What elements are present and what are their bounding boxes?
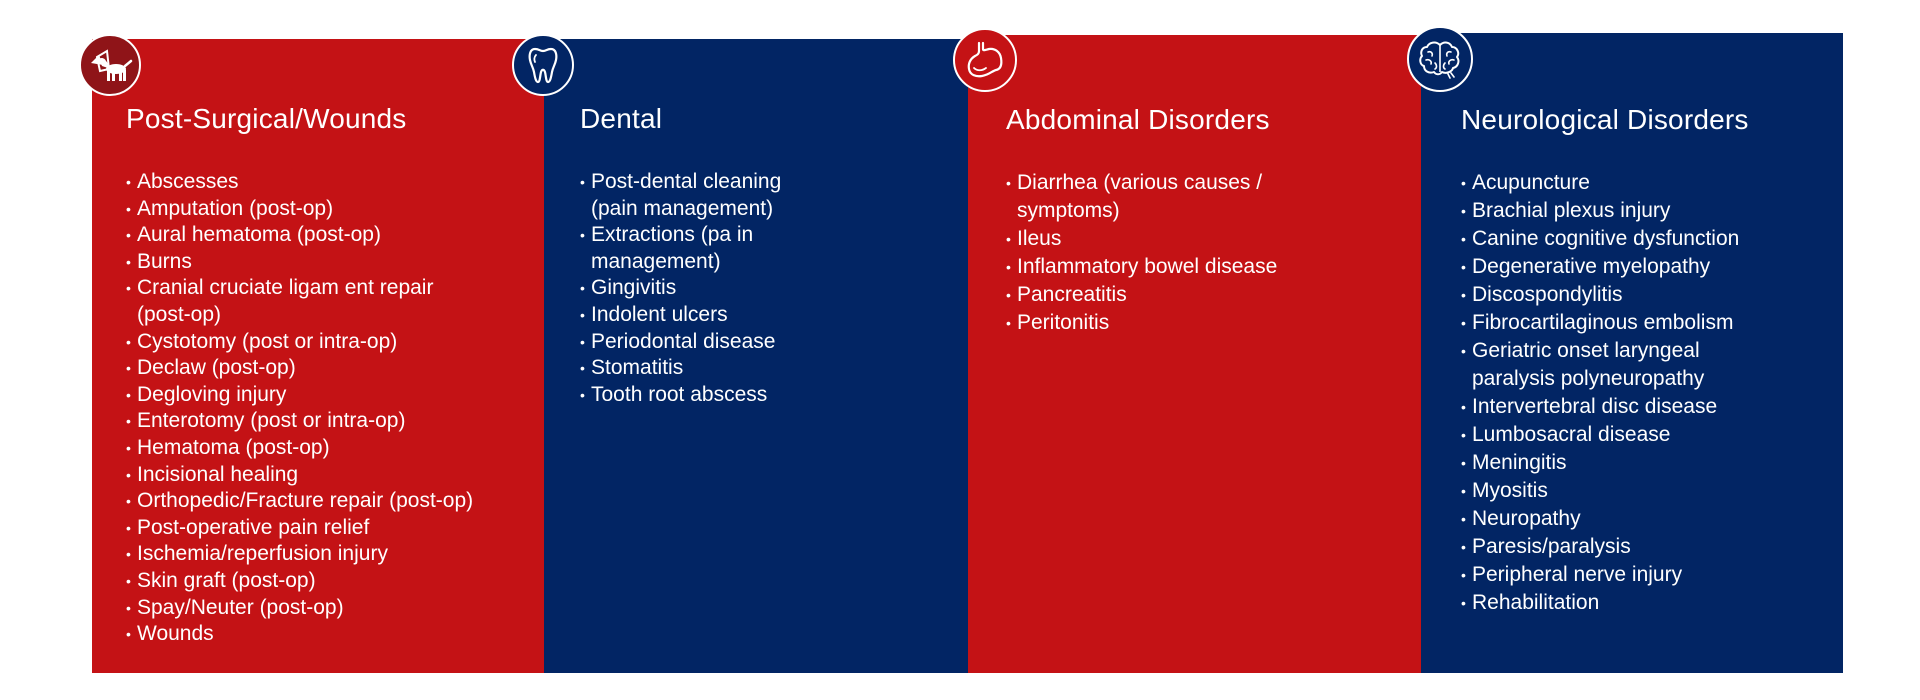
condition-list (580, 169, 860, 408)
panel-neurological-disorders (1421, 33, 1843, 673)
panel-post-surgical-wounds (92, 39, 544, 673)
condition-list (1461, 169, 1831, 617)
condition-list (1006, 169, 1406, 337)
list-item: • Hematoma (post-op) (126, 435, 526, 462)
list-item: • Diarrhea (various causes / symptoms) (1006, 169, 1317, 225)
list-item: • Tooth root abscess (580, 382, 860, 409)
list-item: • Myositis (1461, 477, 1831, 505)
list-item: • Burns (126, 249, 526, 276)
list-item: • Aural hematoma (post-op) (126, 222, 526, 249)
list-item: • Discospondylitis (1461, 281, 1831, 309)
list-item: • Brachial plexus injury (1461, 197, 1831, 225)
list-item: • Incisional healing (126, 462, 526, 489)
list-item: • Neuropathy (1461, 505, 1831, 533)
list-item: • Intervertebral disc disease (1461, 393, 1831, 421)
panel-title: Abdominal Disorders (1006, 104, 1270, 135)
brain-icon (1407, 26, 1473, 92)
list-item: • Degenerative myelopathy (1461, 253, 1831, 281)
list-item: • Spay/Neuter (post-op) (126, 595, 526, 622)
list-item: • Post-operative pain relief (126, 515, 526, 542)
list-item: • Fibrocartilaginous embolism (1461, 309, 1831, 337)
list-item: • Rehabilitation (1461, 589, 1831, 617)
list-item: • Declaw (post-op) (126, 355, 526, 382)
list-item: • Cranial cruciate ligam ent repair (post-op) (126, 275, 437, 328)
list-item: • Canine cognitive dysfunction (1461, 225, 1831, 253)
list-item: • Skin graft (post-op) (126, 568, 526, 595)
dog-cone-icon (79, 34, 141, 96)
list-item: • Lumbosacral disease (1461, 421, 1831, 449)
list-item: • Meningitis (1461, 449, 1831, 477)
condition-list (126, 169, 526, 648)
list-item: • Periodontal disease (580, 329, 860, 356)
list-item: • Degloving injury (126, 382, 526, 409)
panel-title: Dental (580, 103, 663, 134)
list-item: • Stomatitis (580, 355, 860, 382)
list-item: • Ischemia/reperfusion injury (126, 541, 526, 568)
list-item: • Amputation (post-op) (126, 196, 526, 223)
list-item: • Abscesses (126, 169, 526, 196)
list-item: • Geriatric onset laryngeal paralysis polyneuropathy (1461, 337, 1762, 393)
list-item: • Post-dental cleaning (pain management) (580, 169, 831, 222)
list-item: • Paresis/paralysis (1461, 533, 1831, 561)
list-item: • Inflammatory bowel disease (1006, 253, 1406, 281)
stomach-icon (953, 28, 1017, 92)
list-item: • Wounds (126, 621, 526, 648)
list-item: • Acupuncture (1461, 169, 1831, 197)
list-item: • Peritonitis (1006, 309, 1406, 337)
list-item: • Gingivitis (580, 275, 860, 302)
panel-title: Neurological Disorders (1461, 104, 1749, 135)
list-item: • Cystotomy (post or intra-op) (126, 329, 526, 356)
panel-title: Post-Surgical/Wounds (126, 103, 407, 134)
list-item: • Pancreatitis (1006, 281, 1406, 309)
list-item: • Ileus (1006, 225, 1406, 253)
list-item: • Enterotomy (post or intra-op) (126, 408, 526, 435)
panel-dental (544, 39, 968, 673)
list-item: • Extractions (pa in management) (580, 222, 791, 275)
panel-abdominal-disorders (968, 35, 1421, 673)
list-item: • Peripheral nerve injury (1461, 561, 1831, 589)
list-item: • Orthopedic/Fracture repair (post-op) (126, 488, 526, 515)
tooth-icon (512, 34, 574, 96)
list-item: • Indolent ulcers (580, 302, 860, 329)
